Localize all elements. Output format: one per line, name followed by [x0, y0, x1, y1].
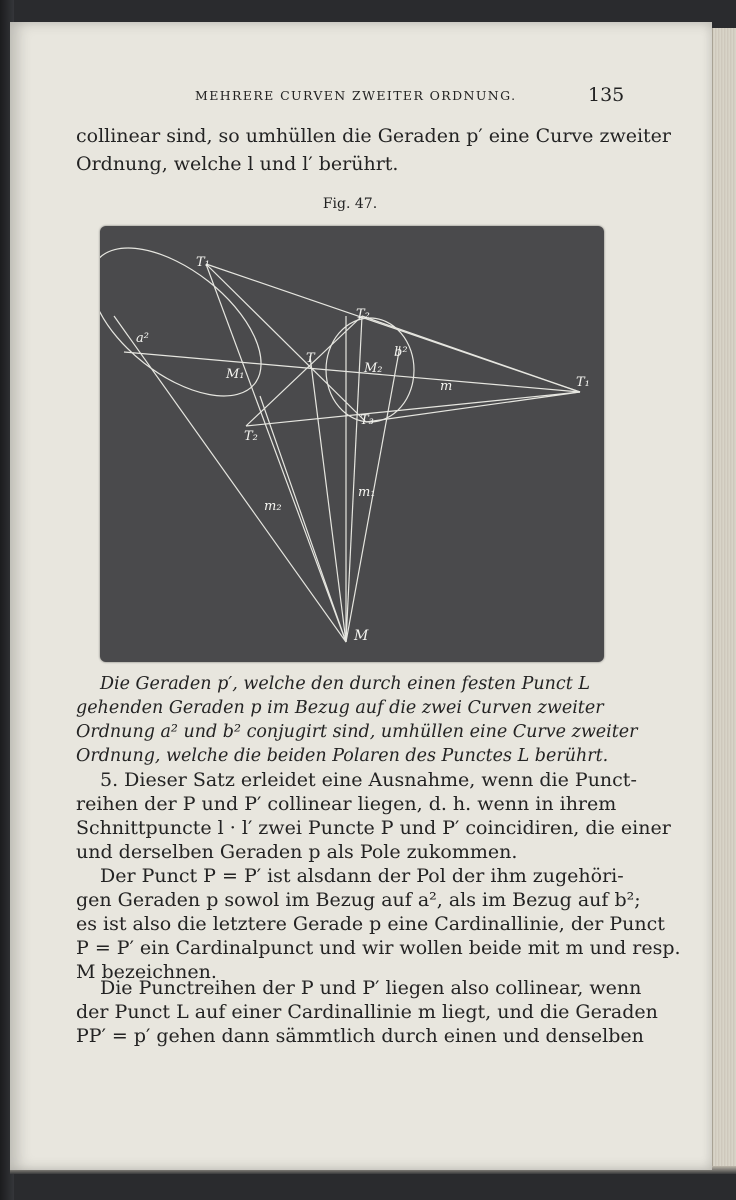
- caption-line: gehenden Geraden p im Bezug auf die zwei Curven zweiter: [76, 698, 604, 718]
- page-edges: [712, 28, 736, 1166]
- caption-line: Ordnung a² und b² conjugirt sind, umhüllen eine Curve zweiter: [76, 722, 638, 742]
- label-m1: m₁: [358, 485, 376, 500]
- running-header: MEHRERE CURVEN ZWEITER ORDNUNG.: [195, 88, 517, 103]
- caption-line: Die Geraden p′, welche den durch einen festen Punct L: [100, 674, 590, 694]
- line-m: [124, 352, 580, 392]
- line-t2-t1-lower: [246, 392, 580, 426]
- label-m2: m₂: [264, 499, 282, 514]
- label-T2-lower: T₂: [244, 429, 258, 444]
- label-T: T: [306, 351, 315, 366]
- line-t3-t1: [366, 392, 580, 422]
- label-a2: a²: [136, 331, 149, 346]
- page-number: 135: [588, 84, 625, 106]
- label-b2: b²: [394, 345, 408, 360]
- figure-label: Fig. 47.: [322, 196, 378, 212]
- label-T1-right: T₁: [576, 375, 590, 390]
- ray-d: [346, 316, 362, 642]
- paragraph-line: Schnittpuncte l · l′ zwei Puncte P und P′ coincidiren, die einer: [76, 817, 671, 839]
- paragraph-line: M bezeichnen.: [76, 961, 217, 983]
- body-line: Ordnung, welche l und l′ berührt.: [76, 153, 399, 175]
- body-line: collinear sind, so umhüllen die Geraden p′ eine Curve zweiter: [76, 125, 672, 147]
- paragraph-line: reihen der P und P′ collinear liegen, d. h. wenn in ihrem: [76, 793, 617, 815]
- paragraph-line: der Punct L auf einer Cardinallinie m liegt, und die Geraden: [76, 1001, 658, 1023]
- label-T1-top: T₁: [196, 255, 210, 270]
- label-m: m: [440, 379, 453, 394]
- paragraph-line: gen Geraden p sowol im Bezug auf a², als im Bezug auf b²;: [76, 889, 641, 911]
- ray-b: [260, 396, 346, 642]
- label-M2: M₂: [364, 361, 383, 376]
- label-T3: T₃: [360, 413, 374, 428]
- paragraph-line: Die Punctreihen der P und P′ liegen also collinear, wenn: [100, 977, 642, 999]
- conic-a2: [100, 226, 287, 425]
- label-M: M: [354, 628, 369, 644]
- label-T2: T₂: [356, 307, 370, 322]
- ray-a: [206, 264, 346, 642]
- caption-line: Ordnung, welche die beiden Polaren des Punctes L berührt.: [76, 746, 609, 766]
- paragraph-line: Der Punct P = P′ ist alsdann der Pol der ihm zugehöri-: [100, 865, 624, 887]
- figure-drawing: [100, 226, 604, 662]
- paragraph-line: PP′ = p′ gehen dann sämmtlich durch einen und denselben: [76, 1025, 644, 1047]
- paragraph-line: es ist also die letztere Gerade p eine Cardinallinie, der Punct: [76, 913, 665, 935]
- paragraph-line: und derselben Geraden p als Pole zukommen.: [76, 841, 518, 863]
- label-M1: M₁: [226, 367, 245, 382]
- paragraph-line: P = P′ ein Cardinalpunct und wir wollen beide mit m und resp.: [76, 937, 681, 959]
- paragraph-line: 5. Dieser Satz erleidet eine Ausnahme, wenn die Punct-: [100, 769, 637, 791]
- line-cross-1: [206, 264, 366, 422]
- geometric-figure: [100, 226, 604, 662]
